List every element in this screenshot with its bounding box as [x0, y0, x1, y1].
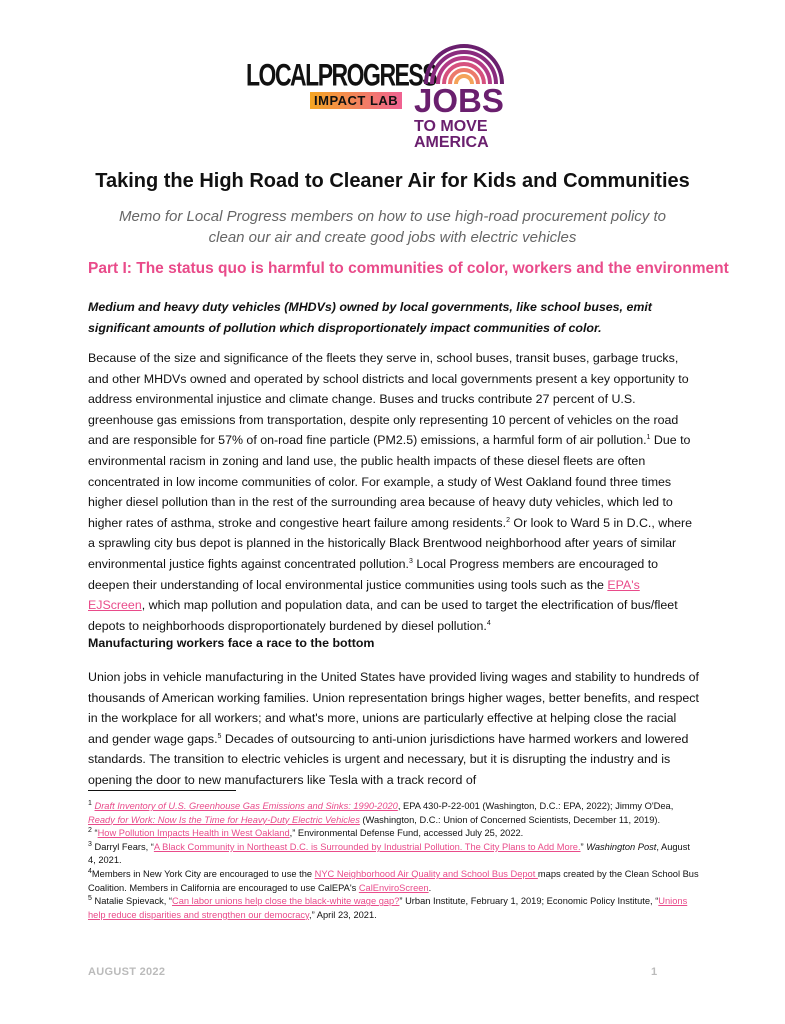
text-span: Members in New York City are encouraged to use the — [91, 868, 315, 879]
footnote-ref: 2 — [506, 516, 510, 524]
document-title: Taking the High Road to Cleaner Air for Kids and Communities — [95, 170, 690, 192]
footnote-divider — [88, 790, 236, 791]
section-heading: Manufacturing workers face a race to the bottom — [88, 636, 375, 650]
footer-date: AUGUST 2022 — [88, 966, 166, 978]
impact-lab-badge: IMPACT LAB — [310, 92, 402, 109]
text-span: Or look to Ward 5 in D.C., where a sprawling city bus depot is planned in the historically Black Brentwood neighborhood after years of similar environmental justice fights against concentrated pollution. — [88, 515, 693, 571]
jma-line-2: TO MOVE — [414, 118, 488, 135]
body-paragraph-2 — [88, 667, 700, 791]
document-subtitle: Memo for Local Progress members on how to use high-road procurement policy to clean our air and create good jobs with electric vehicles — [119, 208, 666, 246]
part-heading: Part I: The status quo is harmful to communities of color, workers and the environment — [88, 260, 729, 277]
local-progress-logo — [246, 57, 437, 120]
footnote-2 — [88, 827, 700, 841]
footnote-link[interactable]: Can labor unions help close the black-white wage gap? — [172, 896, 400, 907]
text-span: Because of the size and significance of the fleets they serve in, school buses, transit buses, garbage trucks, and other MHDVs owned and operated by school districts and local governments present a key opportunity to address environmental injustice and climate change. Buses and trucks contribute 27 percent of U.S. greenhouse gas emissions from transportation, despite only representing 10 percent of vehicles on the road and are responsible for 57% of on-road fine particle (PM2.5) emissions, a harmful form of air pollution. — [88, 351, 689, 448]
jobs-to-move-america-logo — [414, 40, 510, 151]
jma-line-3: AMERICA — [414, 134, 489, 151]
text-span: maps created by the Clean School Bus Coalition. Members in California are encouraged to use CalEPA's — [88, 868, 699, 893]
text-span: , EPA 430-P-22-001 (Washington, D.C.: EPA, 2022); Jimmy O'Dea, — [397, 801, 674, 811]
text-span: ,” April 23, 2021. — [309, 909, 377, 920]
footnote-number: 3 — [88, 840, 92, 848]
footnote-ref: 3 — [408, 557, 413, 565]
text-span: Darryl Fears, “ — [91, 841, 154, 852]
jma-line-1: JOBS — [414, 82, 504, 119]
text-span: ,” Environmental Defense Fund, accessed July 25, 2022. — [289, 828, 524, 839]
footnote-number: 1 — [88, 799, 92, 807]
footnote-number: 2 — [88, 827, 92, 835]
footnote-ref: 1 — [646, 434, 651, 442]
footnote-4 — [88, 868, 700, 895]
text-span: , which map pollution and population data, and can be used to target the electrification of bus/fleet depots to neighborhoods disproportionately burdened by diesel pollution. — [88, 598, 678, 633]
footnote-link[interactable]: Unions help reduce disparities and strengthen our democracy — [88, 896, 688, 920]
rainbow-arcs-icon — [422, 40, 506, 84]
publication-name: Washington Post — [586, 841, 657, 852]
text-span: Decades of outsourcing to anti-union jurisdictions have harmed workers and lowered standards. The transition to electric vehicles is urgent and necessary, but it is disrupting the industry and is opening the door to new manufacturers like Tesla with a track record of — [88, 731, 689, 787]
footnote-link[interactable]: Draft Inventory of U.S. Greenhouse Gas Emissions and Sinks: 1990-2020 — [94, 801, 398, 811]
text-span: Natalie Spievack, “ — [91, 896, 172, 907]
text-span: ” Urban Institute, February 1, 2019; Economic Policy Institute, “ — [399, 896, 659, 907]
footnote-link[interactable]: Ready for Work: Now Is the Time for Heavy-Duty Electric Vehicles — [88, 814, 360, 825]
text-span: (Washington, D.C.: Union of Concerned Scientists, December 11, 2019). — [359, 814, 661, 825]
text-span: , August 4, 2021. — [88, 841, 690, 866]
footnote-5 — [88, 895, 700, 922]
local-progress-wordmark: LOCALPROGRESS — [246, 57, 437, 93]
text-span: ” — [580, 841, 587, 852]
footnote-ref: 4 — [486, 619, 491, 627]
lead-statement: Medium and heavy duty vehicles (MHDVs) owned by local governments, like school buses, emit significant amounts of pollution which disproportionately impact communities of color. — [88, 300, 652, 335]
ejscreen-link[interactable]: EPA's EJScreen — [88, 577, 640, 613]
footnote-3 — [88, 841, 700, 868]
footnote-1 — [88, 800, 700, 827]
body-paragraph-1 — [88, 348, 700, 636]
text-span: . — [428, 882, 432, 893]
jma-wordmark — [414, 84, 504, 151]
footnote-link[interactable]: A Black Community in Northeast D.C. is Surrounded by Industrial Pollution. The City Plans to Add More. — [153, 841, 581, 852]
footnote-link[interactable]: How Pollution Impacts Health in West Oakland — [97, 828, 290, 839]
text-span: Union jobs in vehicle manufacturing in the United States have provided living wages and stability to hundreds of thousands of American working families. Union representation brings higher wages, better benefits, and respect in the workplace for all workers; and what's more, unions are particularly effective at helping close the racial and gender wage gaps. — [88, 670, 699, 746]
footnote-ref: 5 — [217, 732, 222, 740]
page-number: 1 — [651, 966, 658, 978]
footnote-number: 4 — [88, 867, 92, 875]
footnote-link[interactable]: CalEnviroScreen — [358, 882, 429, 893]
text-span: Local Progress members are encouraged to deepen their understanding of local environmental justice communities using tools such as the — [88, 556, 659, 592]
text-span: Due to environmental racism in zoning and land use, the public health impacts of these diesel fleets are often concentrated in low income communities of color. For example, a study of West Oakland found three times higher diesel pollution than in the rest of the surrounding area because of heavy duty vehicles, which led to higher rates of asthma, stroke and congestive heart failure among residents. — [88, 433, 691, 530]
footnote-link[interactable]: NYC Neighborhood Air Quality and School Bus Depot — [314, 868, 538, 879]
footnotes — [88, 800, 700, 922]
footnote-number: 5 — [88, 895, 92, 903]
text-span: “ — [91, 828, 98, 839]
